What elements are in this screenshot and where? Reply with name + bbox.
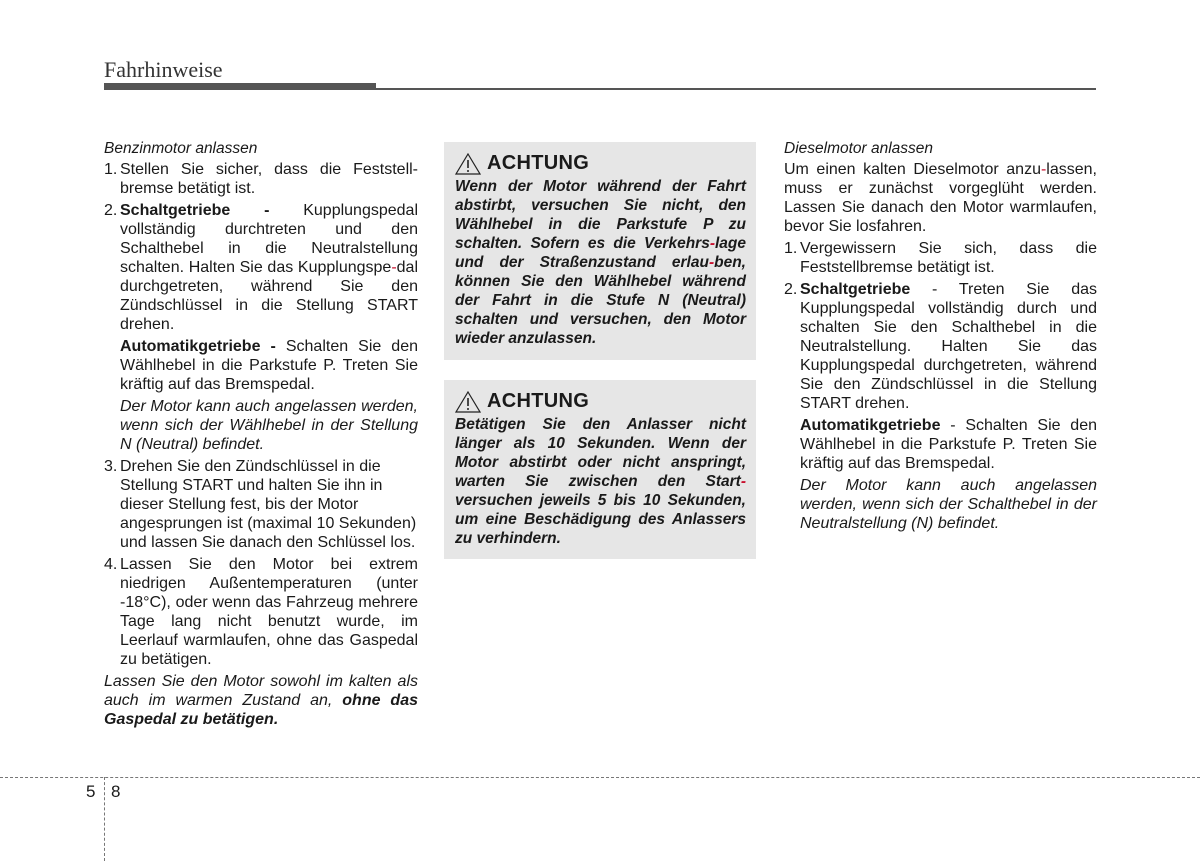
label-schaltgetriebe: Schaltgetriebe - bbox=[120, 202, 270, 219]
note-text: Der Motor kann auch angelassen werden, wenn sich der Schalthebel in der Neutralstellung (N) befindet. bbox=[800, 477, 1097, 532]
item-number: 1. bbox=[104, 161, 118, 178]
automatik-text: - Schalten Sie den Wählhebel in die Parkstufe P. Treten Sie kräftig auf das Bremspedal. bbox=[800, 417, 1097, 472]
hyphen-mark: - bbox=[708, 254, 715, 271]
warning-triangle-icon bbox=[455, 391, 481, 413]
warning-header bbox=[455, 390, 746, 413]
list-item bbox=[784, 239, 1097, 277]
warning-text-part: versuchen jeweils 5 bis 10 Sekunden, um eine Beschädigung des Anlassers zu verhindern. bbox=[455, 492, 746, 547]
section-title-diesel: Dieselmotor anlassen bbox=[784, 140, 934, 157]
hyphen-mark: - bbox=[740, 473, 746, 490]
warning-box-starter bbox=[444, 380, 756, 559]
list-item bbox=[784, 280, 1097, 413]
item-text-part: Kupplungspedal vollständig durchtreten und den Schalthebel in die Neutralstellung schalten. Halten Sie das Kupplungspe bbox=[120, 202, 418, 276]
warning-box-engine-stall bbox=[444, 142, 756, 360]
automatik-paragraph bbox=[120, 337, 418, 394]
item-number: 4. bbox=[104, 556, 118, 573]
intro-text-part: lassen, muss er zunächst vorgeglüht werden. Lassen Sie danach den Motor warmlaufen, bevor Sie losfahren. bbox=[784, 161, 1097, 235]
footer-page-divider bbox=[104, 777, 105, 861]
hyphen-mark: - bbox=[391, 259, 397, 276]
right-column bbox=[784, 139, 1097, 533]
label-automatikgetriebe: Automatikgetriebe bbox=[800, 417, 941, 434]
warning-title: ACHTUNG bbox=[487, 390, 590, 412]
item-text-part: - Treten Sie das Kupplungspedal vollständig durch und schalten Sie den Schalthebel in die Neutralstellung. Halten Sie das Kupplungspedal durchgetreten, während Sie den Zündschlüssel in die Stellung START drehen. bbox=[800, 281, 1097, 412]
warning-text-part: lage und der Straßenzustand erlau bbox=[455, 235, 746, 271]
item-number: 2. bbox=[784, 281, 798, 298]
warning-title: ACHTUNG bbox=[487, 152, 590, 174]
item-number: 2. bbox=[104, 202, 118, 219]
item-text: Stellen Sie sicher, dass die Feststell-bremse betätigt ist. bbox=[120, 161, 418, 197]
footer-divider bbox=[0, 777, 1200, 778]
page-number: 8 bbox=[111, 782, 121, 801]
item-text: Lassen Sie den Motor bei extrem niedrigen Außentemperaturen (unter -18°C), oder wenn das Fahrzeug mehrere Tage lang nicht benutzt wurde, im Leerlauf warmlaufen, ohne das Gaspedal zu betätigen. bbox=[120, 556, 418, 668]
warning-text bbox=[455, 177, 746, 348]
hyphen-mark: - bbox=[709, 235, 715, 252]
warning-text-part: Wenn der Motor während der Fahrt abstirbt, versuchen Sie nicht, den Wählhebel in die Parkstufe P zu schalten. Sofern es die Verkehrs bbox=[455, 178, 746, 252]
list-item bbox=[104, 457, 418, 552]
item-text: Vergewissern Sie sich, dass die Feststellbremse betätigt ist. bbox=[800, 240, 1097, 276]
warning-text-part: Betätigen Sie den Anlasser nicht länger als 10 Sekunden. Wenn der Motor abstirbt oder nicht anspringt, warten Sie zwischen den Start bbox=[455, 416, 746, 490]
list-item bbox=[104, 201, 418, 334]
item-text: Drehen Sie den Zündschlüssel in die Stellung START und halten Sie ihn in dieser Stellung fest, bis der Motor angesprungen ist (maximal 10 Sekunden) und lassen Sie danach den Schlüssel los. bbox=[120, 458, 417, 551]
item-text bbox=[120, 201, 418, 334]
warning-header bbox=[455, 152, 746, 175]
warning-triangle-icon bbox=[455, 153, 481, 175]
intro-paragraph bbox=[784, 160, 1097, 236]
hyphen-mark: - bbox=[1040, 161, 1047, 178]
item-number: 3. bbox=[104, 458, 118, 475]
warning-text-part: ben, können Sie den Wählhebel während der Fahrt in die Stufe N (Neutral) schalten und versuchen, den Motor wieder anzulassen. bbox=[455, 254, 746, 347]
automatik-paragraph bbox=[800, 416, 1097, 473]
warning-text bbox=[455, 415, 746, 548]
final-remark bbox=[104, 672, 418, 729]
list-item bbox=[104, 160, 418, 198]
label-schaltgetriebe: Schaltgetriebe bbox=[800, 281, 911, 298]
final-remark-bold: ohne das Gaspedal zu betätigen. bbox=[104, 692, 418, 728]
chapter-number: 5 bbox=[86, 782, 96, 801]
item-text bbox=[800, 280, 1097, 413]
automatik-text: Schalten Sie den Wählhebel in die Parkstufe P. Treten Sie kräftig auf das Bremspedal. bbox=[120, 338, 418, 393]
page-header-title: Fahrhinweise bbox=[104, 57, 223, 82]
section-title-benzin: Benzinmotor anlassen bbox=[104, 140, 258, 157]
intro-text-part: Um einen kalten Dieselmotor anzu bbox=[784, 161, 1041, 178]
item-number: 1. bbox=[784, 240, 798, 257]
header-rule bbox=[104, 88, 1096, 90]
left-column bbox=[104, 139, 418, 729]
item-text-part: dal durchgetreten, während Sie den Zündschlüssel in die Stellung START drehen. bbox=[120, 259, 418, 333]
note-text: Der Motor kann auch angelassen werden, wenn sich der Wählhebel in der Stellung N (Neutral) befindet. bbox=[120, 398, 418, 453]
label-automatikgetriebe: Automatikgetriebe - bbox=[120, 338, 276, 355]
final-remark-italic: Lassen Sie den Motor sowohl im kalten als auch im warmen Zustand an, bbox=[104, 673, 418, 709]
list-item bbox=[104, 555, 418, 669]
